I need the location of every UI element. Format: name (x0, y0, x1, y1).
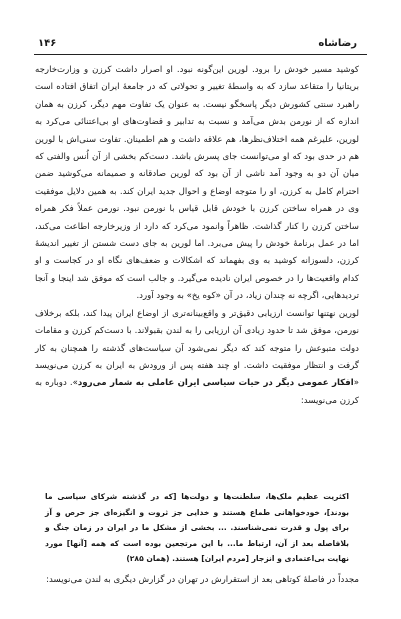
body-text (35, 62, 359, 410)
block-quote: اکثریت عظیم ملک‌ها، سلطنت‌ها و دولت‌ها [که در گذشته شرکای سیاسی ما بودند]، خودخواهانی طماع هستند و خدایی جز ثروت و انگیزه‌ای جز حرص و آز برای پول و قدرت نمی‌شناسند. ... بخشی از مشکل ما در ایران در زمان جنگ و بلافاصله بعد از آن، ارتباط ما... با این مرتجعین بوده است که همه [آنها] مورد نهایت بی‌اعتمادی و انزجار [مردم ایران] هستند. (همان ۲۸۵) (45, 492, 349, 564)
paragraph-2-text: لورین نهتنها توانست ارزیابی دقیق‌تر و واقع‌بینانه‌تری از اوضاع ایران پیدا کند، بلکه برخلاف نورمن، موفق شد تا حدود زیادی آن ارزیابی را به لندن بقبولاند. با دست‌کم کرزن و مقامات دولت متبوعش را متوجه کند که دیگر نمی‌شود آن سیاست‌های گذشته را همچنان به کار گرفت و انتظار موفقیت داشت. او چند هفته پس از ورودش به ایران به کرزن می‌نویسد « (35, 308, 360, 389)
paragraph-1: کوشید مسیر خودش را برود. لورین این‌گونه نبود. او اصرار داشت کرزن و وزارت‌خارجه بریتانیا را متقاعد سازد که به واسطهٔ تغییر و تحولاتی که در جامعهٔ ایران اتفاق افتاده است راهبرد سنتی کشورش دیگر پاسخگو نیست. به عنوان یک تفاوت مهم دیگر، کرزن به همان اندازه که از نورمن بدش می‌آمد و نسبت به تدابیر و قضاوت‌های او بی‌اعتنائی می‌کرد به لورین، علیرغم همه اختلاف‌نظرها، هم علاقه داشت و هم اطمینان. تفاوت سنی‌اش با لورین هم در حدی بود که او می‌توانست جای پسرش باشد. دست‌کم بخشی از آن اُنس والفتی که میان آن دو به وجود آمد ناشی از آن بود که لورین صادقانه و صمیمانه می‌کوشید ضمن احترام کامل به کرزن، او را متوجه اوضاع و احوال جدید ایران کند. به همین دلایل موفقیت وی در همراه ساختن کرزن با خودش قابل قیاس با نورمن نبود. نورمن عملاً فکر همراه ساختن کرزن را کنار گذاشت. ظاهراً وانمود می‌کرد که دارد از وزیرخارجه اطاعت می‌کند، اما در عمل برنامهٔ خودش را پیش می‌برد. اما لورین به جای دست شستن از تغییر اندیشهٔ کرزن، دلسوزانه کوشید به وی بفهماند که اشکالات و ضعف‌های نگاه او در کجاست و او کدام واقعیت‌ها را در خصوص ایران نادیده می‌گیرد. و جالب است که موفق شد اینجا و آنجا تردیدهایی، اگرچه نه چندان زیاد، در آن «کوه یخ» به وجود آورد. (35, 65, 359, 302)
running-head (38, 38, 357, 49)
closing-paragraph-text: مجدداً در فاصلهٔ کوتاهی بعد از استقرارش در تهران در گزارش دیگری به لندن می‌نویسد: (46, 575, 359, 585)
paragraph-2 (35, 306, 359, 410)
page-number: ۱۴۶ (38, 38, 57, 49)
closing-paragraph (35, 572, 359, 589)
paragraph-2-end: ». دوباره به کرزن می‌نویسد: (35, 378, 359, 406)
paragraph-2-bold-quote: افکار عمومی دیگر در حیات سیاسی ایران عاملی به شمار می‌رود (77, 378, 354, 389)
running-title: رضاشاه (318, 38, 357, 49)
header-rule (34, 54, 367, 55)
